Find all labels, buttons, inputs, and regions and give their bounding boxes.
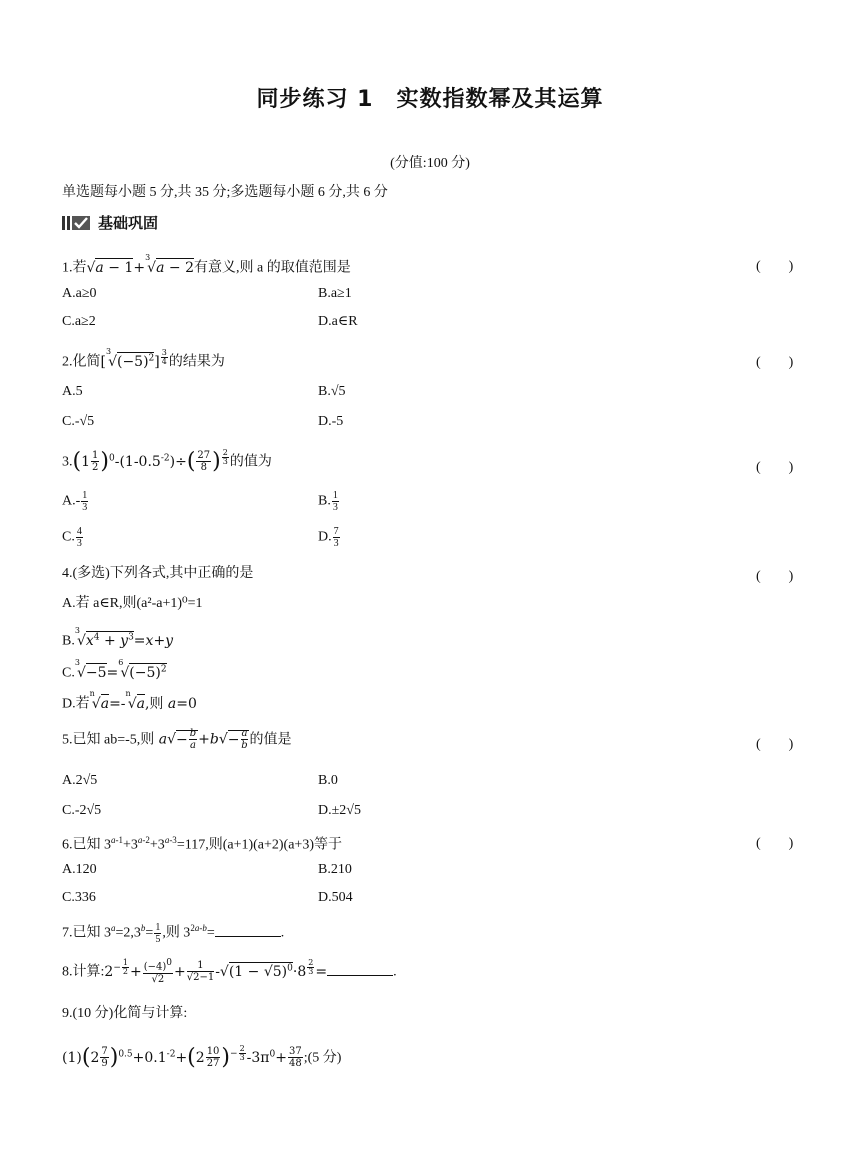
question-4: 4.(多选)下列各式,其中正确的是: [62, 566, 254, 581]
q1-option-d: D.a∈R: [318, 314, 358, 329]
answer-paren-1: ( ): [756, 259, 794, 274]
q6-option-d: D.504: [318, 890, 353, 905]
answer-paren-4: ( ): [756, 569, 794, 584]
q1-option-c: C.a≥2: [62, 314, 96, 329]
question-5: 5.已知 ab=-5,则 a√− $\frac{b}{a}$ +b√− $\frac{a}{b}$ 的值是: [62, 728, 292, 751]
q2-option-b: B.√5: [318, 384, 346, 399]
question-9-part-1: (1)(2 $\frac{7}{9}$ )$^{0.5}+0.1^{-2}+(2$ $\frac{10}{27}$ )$^{- \frac{2}{3}}$ $-3\pi^0+$ $\frac{37}{48}$ ;(5 分): [62, 1044, 342, 1070]
q5-option-c: C.-2√5: [62, 803, 102, 818]
checkmark-icon: [62, 215, 92, 231]
question-6: 6.已知 $3^{a-1}+3^{a-2}+3^{a-3}=117$,则(a+1)(a+2)(a+3)等于: [62, 835, 342, 853]
q4-option-d: D.若$^n$√a=-$^n$√a,则 a=0: [62, 689, 197, 712]
question-3: 3.(1 $\frac{1}{2}$ )$^0-(1-0.5^{-2})\div$( $\frac{27}{8}$ ) $^{\frac{2}{3}}$ 的值为: [62, 448, 272, 474]
scoring-intro: 单选题每小题 5 分,共 35 分;多选题每小题 6 分,共 6 分: [62, 185, 388, 200]
page-title: 同步练习 1 实数指数幂及其运算: [256, 87, 604, 112]
q6-option-b: B.210: [318, 862, 352, 877]
q5-option-d: D.±2√5: [318, 803, 361, 818]
question-1: 1.若√a − 1+$^3$√a − 2有意义,则 a 的取值范围是: [62, 253, 351, 276]
answer-paren-3: ( ): [756, 460, 794, 475]
q1-option-a: A.a≥0: [62, 286, 97, 301]
q2-option-c: C.-√5: [62, 414, 95, 429]
section-heading: [62, 212, 158, 233]
q4-option-c: $C.^3√-5=^6√(-5)^2$: [62, 658, 167, 681]
question-7: 7.已知 $3^a=2,3^b=$ $\frac{1}{5}$ ,则 $3^{2a-b}=$ .: [62, 921, 285, 945]
answer-blank-8[interactable]: [327, 961, 393, 976]
answer-blank-7[interactable]: [215, 922, 281, 937]
q6-option-a: A.120: [62, 862, 97, 877]
q4-option-b: $B.^3√x^4 + y^3=x+y$: [62, 626, 174, 649]
q1-option-b: B.a≥1: [318, 286, 352, 301]
q3-option-c: C. $\frac{4}{3}$: [62, 526, 82, 549]
q5-option-b: B.0: [318, 773, 338, 788]
q5-option-a: A.2√5: [62, 773, 98, 788]
answer-paren-5: ( ): [756, 737, 794, 752]
q2-option-d: D.-5: [318, 414, 344, 429]
score-note: (分值:100 分): [390, 156, 470, 171]
q4-option-a: A.若 a∈R,则(a²-a+1)⁰=1: [62, 596, 203, 611]
q3-option-b: B. $\frac{1}{3}$: [318, 490, 338, 513]
answer-paren-6: ( ): [756, 836, 794, 851]
q6-option-c: C.336: [62, 890, 96, 905]
answer-paren-2: ( ): [756, 355, 794, 370]
section-label: 基础巩固: [98, 214, 159, 232]
q3-option-d: D. $\frac{7}{3}$: [318, 526, 339, 549]
question-9: 9.(10 分)化简与计算:: [62, 1006, 188, 1021]
q3-option-a: A.- $\frac{1}{3}$: [62, 490, 88, 513]
question-8: 8.计算$:2^{- \frac{1}{2}}$ + $\frac{(-4)^0}{√2}$ + $\frac{1}{√2-1}$ $-√(1 - √5)^0\cdot 8$ $^{\frac{2}{3}}$ = .: [62, 958, 397, 985]
q2-option-a: A.5: [62, 384, 83, 399]
question-2: 2.化简$[^3√(-5)^2]$ $^{\frac{3}{4}}$ 的结果为: [62, 347, 225, 370]
